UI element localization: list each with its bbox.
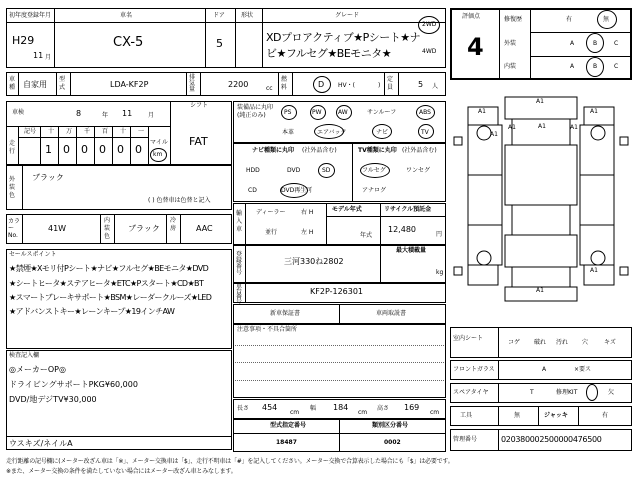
max-load-kg: kg <box>436 269 444 276</box>
sales-line-2: ★スマートブレーキサポート★BSM★レーダークルーズ★LED <box>9 293 212 302</box>
damage-a1-8: A1 <box>590 267 598 274</box>
seat-hole: 穴 <box>582 339 589 346</box>
colorno-value: 41W <box>48 224 67 233</box>
width-unit: cm <box>358 409 368 416</box>
int-a: A <box>570 63 575 70</box>
seat-scratch: キズ <box>604 339 616 346</box>
import-label: 輸入車 <box>236 210 243 233</box>
int-b: B <box>593 63 598 70</box>
interior-color: ブラック <box>128 224 160 233</box>
digit-header-3: 千 <box>84 128 91 135</box>
footnote-line2: ※また、メーター交換の条件を満たしていない場合にはメーター改ざん車とみなします。 <box>6 468 237 475</box>
spare-none: 欠 <box>608 389 615 396</box>
recycle-value: 12,480 <box>388 225 416 234</box>
repair-no: 無 <box>603 16 610 23</box>
insp-year: 8 <box>76 109 82 118</box>
damage-a1-1: A1 <box>478 108 486 115</box>
repair-yes: 有 <box>566 16 573 23</box>
navi-sd: SD <box>322 167 331 174</box>
digit-5: 0 <box>135 143 142 156</box>
ac-value: AAC <box>196 224 213 233</box>
fuel-close: ) <box>378 82 381 89</box>
digit-header-2: 万 <box>66 128 73 135</box>
displacement-value: 2200 <box>228 80 249 89</box>
warranty-label: 新車保証書 <box>270 310 301 317</box>
digit-2: 0 <box>81 143 88 156</box>
chassis-label: 車台番号 <box>236 283 243 305</box>
damage-a1-0: A1 <box>536 98 544 105</box>
score-value: 4 <box>467 33 484 61</box>
shift-label: シフト <box>190 102 209 109</box>
digit-4: 0 <box>117 143 124 156</box>
equip-abs: ABS <box>419 109 431 116</box>
inspector-footer: ウスキズ/ネイルA <box>9 439 73 448</box>
insp-month-unit: 月 <box>148 112 155 119</box>
km-label: km <box>153 151 163 158</box>
damage-a1-4: A1 <box>508 124 516 131</box>
digit-header-1: 十 <box>48 128 55 135</box>
import-right: 右 H <box>301 209 314 216</box>
reg-label: 初年度登録年月 <box>9 12 52 19</box>
navi-sub: (社外品含む) <box>302 147 337 154</box>
door-label: ドア <box>213 12 225 19</box>
colorno-label: カラー No. <box>8 218 21 239</box>
capacity-label: 定員 <box>387 76 394 91</box>
cc-unit: cc <box>266 85 273 92</box>
grade-line2: ビ★フルセグ★BEモニタ★ <box>266 47 392 60</box>
damage-a1-2: A1 <box>590 108 598 115</box>
damage-a1-3: A1 <box>490 131 498 138</box>
exterior-label: 外装色 <box>9 176 16 199</box>
damage-a1-5: A1 <box>538 123 546 130</box>
damage-a1-7: A1 <box>536 287 544 294</box>
tv-analog: アナログ <box>362 187 387 194</box>
digit-header-5: 十 <box>120 128 127 135</box>
exterior-note: ( ) 色替車は色替と記入 <box>148 197 211 204</box>
windshield-a: A <box>542 366 547 373</box>
import-left: 左 H <box>301 229 314 236</box>
digit-0: 1 <box>45 143 52 156</box>
digit-3: 0 <box>99 143 106 156</box>
length-unit: cm <box>290 409 300 416</box>
digit-header-6: 一 <box>138 128 145 135</box>
class-value: 0002 <box>384 439 401 446</box>
digit-header-0: 記号 <box>24 128 37 135</box>
inspector-line-0: ◎メーカーOP◎ <box>9 365 66 374</box>
sales-label: セールスポイント <box>9 251 57 258</box>
tv-sub: (社外品含む) <box>402 147 437 154</box>
windshield-label: フロントガラス <box>453 366 495 373</box>
damage-a1-6: A1 <box>570 124 578 131</box>
equip-sunroof: サンルーフ <box>367 109 397 116</box>
exterior-grade-label: 外装 <box>504 40 517 47</box>
spare-kit-circle <box>586 384 598 401</box>
type-value: LDA-KF2P <box>110 80 149 89</box>
interior-seat-label: 室内シート <box>453 335 484 342</box>
import-parallel: 並行 <box>265 229 278 236</box>
insp-year-unit: 年 <box>102 112 109 119</box>
registration-label: 登録番号 <box>236 251 243 276</box>
equip-tv: TV <box>421 129 429 136</box>
mile-label: マイル <box>150 139 168 146</box>
spare-kit: 修理KIT <box>556 389 578 396</box>
chassis-value: KF2P-126301 <box>310 287 364 296</box>
type-spec-value: 18487 <box>276 439 297 446</box>
repair-label: 修復歴 <box>504 16 523 23</box>
windshield-x: ×要ス <box>574 366 592 373</box>
displacement-label: 排気量 <box>189 74 196 93</box>
reg-month-unit: 月 <box>45 54 52 61</box>
inspector-label: 検査記入欄 <box>9 352 40 359</box>
tv-oneseg: ワンセグ <box>406 167 431 174</box>
capacity-value: 5 <box>418 80 424 89</box>
model-name: CX-5 <box>113 35 144 50</box>
ext-b: B <box>593 40 598 47</box>
length-value: 454 <box>262 403 278 412</box>
wd-4: 4WD <box>422 48 437 55</box>
equip-navi: ナビ <box>376 129 389 136</box>
type-spec-label: 型式指定番号 <box>270 422 307 429</box>
model-year-label: モデル年式 <box>332 206 362 213</box>
score-label: 評価点 <box>462 13 481 20</box>
inspector-line-2: DVD/地デジTV¥30,000 <box>9 395 97 404</box>
reg-month: 11 <box>33 51 44 60</box>
equip-airbag: エアバック <box>317 129 347 136</box>
grade-line1: XDプロアクティブ★Pシート★ナ <box>266 31 421 44</box>
max-load-label: 最大積載量 <box>396 247 427 254</box>
ext-a: A <box>570 40 575 47</box>
spare-label: スペアタイヤ <box>453 389 489 396</box>
equipment-label: 装備品に丸印 <box>237 104 274 111</box>
navi-dvdplay: DVD再生可 <box>281 187 313 194</box>
digit-1: 0 <box>63 143 70 156</box>
height-label: 高さ <box>377 405 390 412</box>
equip-ps: PS <box>284 109 292 116</box>
navi-hdd: HDD <box>246 167 260 174</box>
navi-label: ナビ種類に丸印 <box>252 147 295 154</box>
recycle-label: リサイクル預託金 <box>384 206 432 213</box>
int-c: C <box>614 63 619 70</box>
recycle-unit: 円 <box>436 231 443 238</box>
vehicle-value: 自家用 <box>23 80 47 89</box>
equip-leather: 本革 <box>282 129 295 136</box>
sales-line-0: ★禁煙★Xモリ付Pシート★ナビ★フルセグ★BEモニタ★DVD <box>9 264 209 273</box>
seat-burn: コゲ <box>508 339 521 346</box>
height-unit: cm <box>430 409 440 416</box>
control-label: 管理番号 <box>453 436 478 443</box>
interior-color-label: 内装色 <box>104 217 111 240</box>
capacity-unit: 人 <box>432 83 439 90</box>
navi-dvd: DVD <box>287 167 301 174</box>
registration-value: 三河330ね2802 <box>284 257 344 266</box>
mileage-label: 走行 <box>9 140 16 155</box>
class-label: 類別区分番号 <box>372 422 409 429</box>
shift-box <box>170 101 232 165</box>
inspector-line-1: ドライビングサポートPKG¥60,000 <box>9 380 138 389</box>
jack-value: 有 <box>602 412 609 419</box>
insp-month: 11 <box>122 109 133 118</box>
tools-value: 無 <box>514 412 521 419</box>
shift-value: FAT <box>189 135 208 148</box>
tools-label: 工具 <box>460 412 473 419</box>
length-label: 長さ <box>237 405 250 412</box>
import-dealer: ディーラー <box>256 209 286 216</box>
footnote-line1: 走行距離の記号欄に(メーター改ざん車は「※」、メーター交換車は「$」、走行不明車は「#」を記入してください。メーター交換で合算表示した場合にも「$」は必要です。 <box>6 458 454 465</box>
fuel-hv: HV・( <box>338 82 355 89</box>
fuel-d: D <box>318 80 325 89</box>
car-diagram <box>450 82 632 324</box>
jack-label: ジャッキ <box>544 412 568 419</box>
reg-year: H29 <box>12 34 35 47</box>
vehicle-label: 車種 <box>9 76 16 91</box>
digit-header-4: 百 <box>102 128 109 135</box>
door-count: 5 <box>216 37 223 50</box>
sales-line-3: ★アドバンストキー★レーンキープ★19インチAW <box>9 307 175 316</box>
type-label: 型式 <box>59 76 66 91</box>
seat-stain: 汚れ <box>556 339 569 346</box>
width-value: 184 <box>333 403 349 412</box>
interior-grade-label: 内装 <box>504 63 517 70</box>
height-value: 169 <box>404 403 420 412</box>
tv-fullseg: フルセグ <box>362 167 386 174</box>
inspection-label: 車検 <box>12 109 25 116</box>
notice-box <box>233 324 446 398</box>
width-label: 幅 <box>310 405 317 412</box>
equipment-sub: (純正のみ) <box>237 112 266 119</box>
notice-label: 注意事項・不具合箇所 <box>237 326 298 333</box>
grade-label: グレード <box>335 12 360 19</box>
ext-c: C <box>614 40 619 47</box>
manual-label: 車両取説書 <box>376 310 407 317</box>
exterior-color: ブラック <box>32 173 64 182</box>
control-value: 020380002500000476500 <box>501 435 602 444</box>
model-year-unit: 年式 <box>360 232 373 239</box>
seat-tear: 破れ <box>534 339 547 346</box>
sales-line-1: ★シートヒータ★ステアヒータ★ETC★Pスタート★CD★BT <box>9 279 204 288</box>
equip-aw: AW <box>338 109 348 116</box>
wd-2: 2WD <box>422 21 437 28</box>
fuel-label: 燃料 <box>281 76 288 91</box>
ac-label: 冷房 <box>170 217 177 232</box>
model-label: 車名 <box>120 12 133 19</box>
shape-label: 形状 <box>241 12 254 19</box>
navi-cd: CD <box>248 187 257 194</box>
spare-t: T <box>530 389 534 396</box>
tv-label: TV種類に丸印 <box>358 147 397 154</box>
equip-pw: PW <box>312 109 322 116</box>
